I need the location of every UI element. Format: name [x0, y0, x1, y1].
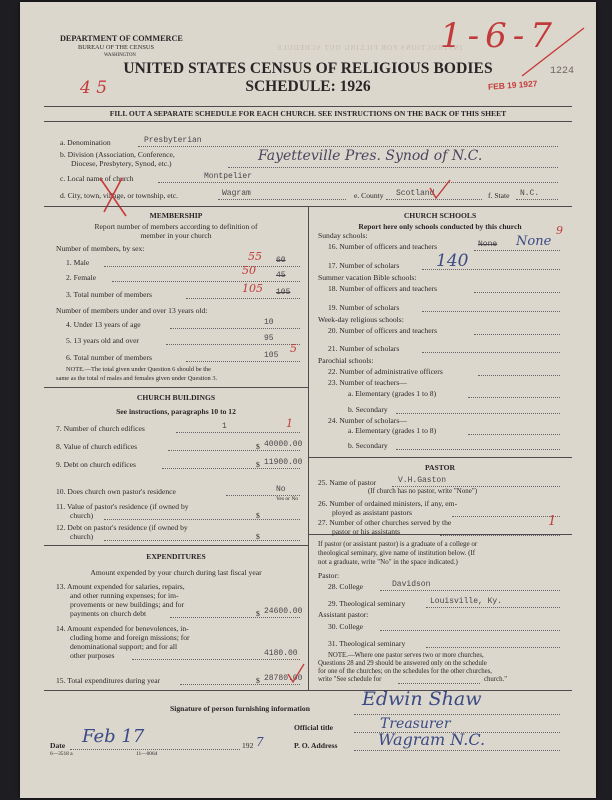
q26-label-2: ployed as assistant pastors [332, 508, 412, 517]
q6-red-mark: 5 [290, 342, 297, 355]
assistant-pastor-label: Assistant pastor: [318, 610, 369, 619]
q3-hand-value[interactable]: 105 [242, 282, 263, 295]
q29-value[interactable]: Louisville, Ky. [430, 597, 503, 606]
year-value[interactable]: 7 [256, 735, 264, 749]
q18-label: 18. Number of officers and teachers [328, 284, 438, 293]
received-stamp: FEB 19 1927 [487, 78, 538, 92]
q13-label-1: 13. Amount expended for salaries, repairs, [56, 582, 185, 591]
q31-label: 31. Theological seminary [328, 639, 406, 648]
q14-label-2: cluding home and foreign missions; for [70, 633, 190, 642]
q24b-line [396, 449, 560, 450]
q5-over13-label: 5. 13 years old and over [66, 336, 139, 345]
graduate-note-3: not a graduate, write "No" in the space indicated.) [318, 558, 458, 566]
q21-label: 21. Number of scholars [328, 344, 400, 353]
form-number: 1224 [550, 66, 575, 77]
q23b-label: b. Secondary [348, 405, 388, 414]
county-value[interactable]: Scotland [396, 189, 435, 198]
q20-label: 20. Number of officers and teachers [328, 326, 438, 335]
q13-dollar: $ [256, 609, 260, 618]
schedule-year: SCHEDULE: 1926 [245, 78, 371, 95]
q6-line [186, 361, 300, 362]
q1-line [104, 266, 300, 267]
q14-label-1: 14. Amount expended for benevolences, in- [56, 624, 189, 633]
q27-line [440, 535, 560, 536]
county-label: e. County [354, 191, 384, 200]
q27-red-mark: 1 [548, 514, 557, 529]
q25-value[interactable]: V.H.Gaston [398, 476, 447, 485]
buildings-title: CHURCH BUILDINGS [136, 393, 216, 402]
pastor-note-blank [398, 683, 480, 684]
q15-line [180, 684, 300, 685]
q11-line [104, 519, 300, 520]
q2-line [112, 281, 300, 282]
q29-label: 29. Theological seminary [328, 599, 406, 608]
buildings-sub: See instructions, paragraphs 10 to 12 [116, 407, 236, 416]
q1-hand-value[interactable]: 55 [248, 250, 262, 263]
membership-title: MEMBERSHIP [149, 211, 203, 220]
q2-female-label: 2. Female [66, 273, 96, 282]
city-town-label: d. City, town, village, or township, etc. [60, 191, 179, 200]
q4-line [170, 328, 300, 329]
signature-label: Signature of person furnishing information [170, 704, 310, 713]
q13-label-4: payments on church debt [70, 609, 147, 618]
q9-dollar: $ [256, 460, 260, 469]
q7-red-mark: 1 [286, 417, 293, 430]
q24-label: 24. Number of scholars— [328, 416, 407, 425]
q28-label: 28. College [328, 582, 364, 591]
q8-value[interactable]: 40000.00 [264, 440, 303, 449]
q11-dollar: $ [256, 511, 260, 520]
q24a-line [468, 434, 560, 435]
q16-red-mark: 9 [556, 224, 563, 237]
q21-line [422, 352, 560, 353]
q2-hand-value[interactable]: 50 [242, 264, 256, 277]
q7-typed-value[interactable]: 1 [222, 422, 227, 431]
fill-instruction: FILL OUT A SEPARATE SCHEDULE FOR EACH CHURCH. SEE INSTRUCTIONS ON THE BACK OF THIS SHEET [109, 109, 507, 118]
q18-line [474, 292, 560, 293]
city-label: WASHINGTON [104, 53, 136, 58]
q13-line [170, 617, 300, 618]
q25-note: (If church has no pastor, write "None") [368, 487, 478, 495]
pastor-note-3: for one of the churches; on the schedules for the other churches, [318, 668, 493, 675]
red-check-mark-county [428, 178, 452, 200]
local-name-line [158, 182, 558, 183]
q15-label: 15. Total expenditures during year [56, 676, 161, 685]
parochial-label: Parochial schools: [318, 356, 374, 365]
sunday-label: Sunday schools: [318, 231, 368, 240]
q6-total-label: 6. Total number of members [66, 353, 153, 362]
left-rule-expenditures [44, 545, 308, 546]
q14-line [132, 659, 300, 660]
q8-dollar: $ [256, 442, 260, 451]
q15-dollar: $ [256, 676, 260, 685]
city-town-line [218, 199, 346, 200]
official-title-value[interactable]: Treasurer [380, 716, 451, 732]
q9-line [162, 468, 300, 469]
po-address-label: P. O. Address [294, 741, 338, 750]
q1-typed-value[interactable]: 60 [276, 256, 286, 265]
division-line [228, 167, 558, 168]
year-prefix: 192 [242, 741, 254, 750]
bleed-through-text: INSTRUCTIONS FOR FILLING OUT SCHEDULE [276, 44, 463, 52]
membership-sub-2: member in your church [140, 231, 212, 240]
q30-label: 30. College [328, 622, 364, 631]
bureau-label: BUREAU OF THE CENSUS [78, 44, 155, 51]
state-line [516, 199, 558, 200]
q1-male-label: 1. Male [66, 258, 90, 267]
pastor-note-4: write "See schedule for [318, 676, 382, 683]
q3-total-label: 3. Total number of members [66, 290, 153, 299]
q3-typed-value[interactable]: 105 [276, 288, 291, 297]
q29-line [426, 607, 560, 608]
q7-label: 7. Number of church edifices [56, 424, 145, 433]
q10-value[interactable]: No [276, 485, 286, 494]
q26-label-1: 26. Number of ordained ministers, if any, em- [318, 499, 458, 508]
q15-value[interactable]: 28780.00 [264, 674, 303, 683]
q23-label: 23. Number of teachers— [328, 378, 407, 387]
q3-line [186, 298, 300, 299]
q12-label-2: church) [70, 532, 94, 541]
right-rule-pastor [308, 457, 572, 458]
header-rule-top [44, 106, 572, 107]
graduate-note-1: If pastor (or assistant pastor) is a graduate of a college or [318, 540, 478, 548]
schools-sub: Report here only schools conducted by this church [358, 222, 522, 231]
q5-typed-value[interactable]: 95 [264, 334, 274, 343]
city-town-value[interactable]: Wagram [222, 189, 251, 198]
department-label: DEPARTMENT OF COMMERCE [60, 34, 183, 43]
red-left-marks: 4 5 [80, 78, 108, 98]
q10-options: Yes or No [276, 496, 299, 502]
pastor-note-5: church." [484, 676, 507, 683]
q31-line [426, 647, 560, 648]
q24a-label: a. Elementary (grades 1 to 8) [348, 426, 437, 435]
q23a-line [468, 397, 560, 398]
po-address-line [354, 750, 560, 751]
local-name-label: c. Local name of church [60, 174, 134, 183]
division-label-2: Diocese, Presbytery, Synod, etc.) [71, 159, 172, 168]
q13-label-3: provements or new buildings; and for [70, 600, 185, 609]
local-name-value[interactable]: Montpelier [204, 172, 253, 181]
q19-label: 19. Number of scholars [328, 303, 400, 312]
q15-red-check [286, 662, 306, 684]
q12-line [104, 540, 300, 541]
print-id: 11—0064 [136, 751, 158, 757]
grid-bottom-rule [44, 690, 572, 691]
date-value[interactable]: Feb 17 [82, 726, 145, 747]
graduate-note-2: theological seminary, give name of institution below. (If [318, 549, 476, 557]
q22-line [478, 375, 560, 376]
q30-line [380, 630, 560, 631]
q8-label: 8. Value of church edifices [56, 442, 138, 451]
signature-line [354, 714, 560, 715]
division-label-1: b. Division (Association, Conference, [60, 150, 175, 159]
members-by-sex-label: Number of members, by sex: [56, 244, 145, 253]
red-check-mark-corner [518, 22, 588, 82]
left-rule-buildings [44, 387, 308, 388]
q27-label-2: pastor or his assistants [332, 527, 401, 536]
header-rule-bottom [44, 121, 572, 122]
q28-line [380, 590, 560, 591]
q14-label-3: denominational support; and for all [70, 642, 178, 651]
q16-hand-value[interactable]: None [516, 234, 552, 249]
q5-line [166, 344, 300, 345]
q13-label-2: and other running expenses; for im- [70, 591, 179, 600]
q12-dollar: $ [256, 532, 260, 541]
official-title-label: Official title [294, 723, 334, 732]
census-form-page [20, 2, 596, 798]
membership-note-1: NOTE.—The total given under Question 6 should be the [66, 366, 212, 373]
q4-under13-label: 4. Under 13 years of age [66, 320, 141, 329]
q16-typed-value[interactable]: None [478, 240, 498, 249]
q4-typed-value[interactable]: 10 [264, 318, 274, 327]
summer-label: Summer vacation Bible schools: [318, 273, 417, 282]
center-divider [308, 206, 309, 690]
q23a-label: a. Elementary (grades 1 to 8) [348, 389, 437, 398]
q6-typed-value[interactable]: 105 [264, 351, 279, 360]
q7-line [176, 432, 300, 433]
po-address-value[interactable]: Wagram N.C. [378, 730, 486, 749]
q17-label: 17. Number of scholars [328, 261, 400, 270]
membership-sub-1: Report number of members according to definition of [94, 222, 258, 231]
under-over-label: Number of members under and over 13 years old: [56, 306, 208, 315]
q14-label-4: other purposes [70, 651, 115, 660]
q19-line [422, 311, 560, 312]
date-line [70, 749, 240, 750]
pastor-sub-label: Pastor: [318, 571, 340, 580]
form-title: UNITED STATES CENSUS OF RELIGIOUS BODIES [123, 60, 493, 77]
q17-hand-value[interactable]: 140 [436, 251, 469, 271]
q26-line [452, 516, 560, 517]
weekday-label: Week-day religious schools: [318, 315, 404, 324]
q8-line [168, 450, 300, 451]
q22-label: 22. Number of administrative officers [328, 367, 443, 376]
q16-line [474, 250, 560, 251]
q9-value[interactable]: 11900.00 [264, 458, 303, 467]
q11-label-1: 11. Value of pastor's residence (if owned by [56, 502, 189, 511]
pastor-note-2: Questions 28 and 29 should be answered only on the schedule [318, 660, 487, 667]
form-id: 6—3518 a [50, 751, 73, 757]
division-value[interactable]: Fayetteville Pres. Synod of N.C. [258, 148, 483, 164]
expenditures-sub: Amount expended by your church during last fiscal year [90, 568, 262, 577]
q28-value[interactable]: Davidson [392, 580, 431, 589]
denomination-line [138, 146, 558, 147]
q14-value[interactable]: 4180.00 [264, 649, 298, 658]
q13-value[interactable]: 24600.00 [264, 607, 303, 616]
q9-label: 9. Debt on church edifices [56, 460, 136, 469]
q20-line [474, 334, 560, 335]
q10-label: 10. Does church own pastor's residence [56, 487, 176, 496]
pastor-title: PASTOR [424, 463, 456, 472]
q16-label: 16. Number of officers and teachers [328, 242, 438, 251]
denomination-value[interactable]: Presbyterian [144, 136, 202, 145]
q27-label-1: 27. Number of other churches served by the [318, 518, 452, 527]
q12-label-1: 12. Debt on pastor's residence (if owned by [56, 523, 188, 532]
q23b-line [396, 413, 560, 414]
membership-note-2: same as the total of males and females given under Question 3. [56, 375, 218, 382]
signature-value[interactable]: Edwin Shaw [362, 688, 482, 710]
state-value[interactable]: N.C. [520, 189, 540, 198]
denomination-label: a. Denomination [60, 138, 111, 147]
schools-title: CHURCH SCHOOLS [403, 211, 477, 220]
date-label: Date [50, 741, 66, 750]
q25-label: 25. Name of pastor [318, 478, 377, 487]
q2-typed-value[interactable]: 45 [276, 271, 286, 280]
q24b-label: b. Secondary [348, 441, 388, 450]
red-top-marks: 1-6-7 [440, 16, 558, 56]
q11-label-2: church) [70, 511, 94, 520]
expenditures-title: EXPENDITURES [146, 552, 206, 561]
pastor-note-1: NOTE.—Where one pastor serves two or more churches, [328, 652, 484, 659]
state-label: f. State [488, 191, 510, 200]
